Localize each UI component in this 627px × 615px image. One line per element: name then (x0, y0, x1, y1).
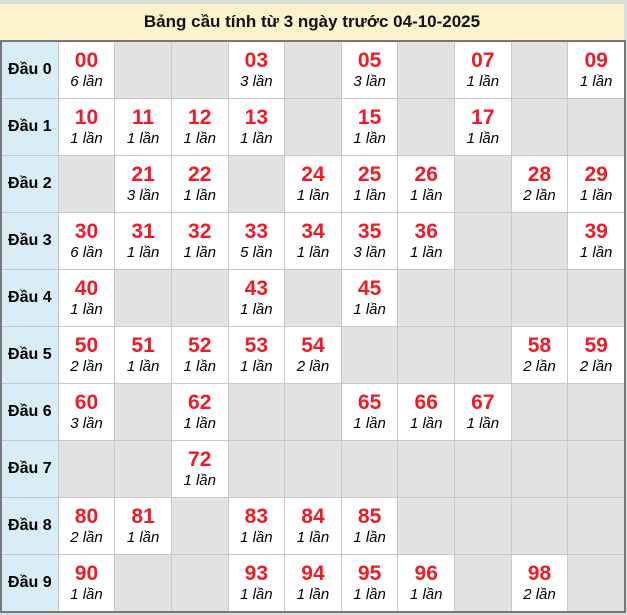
number-cell-53 (228, 327, 285, 384)
table-row (1, 441, 625, 498)
empty-cell (171, 498, 228, 555)
cell-number: 03 (244, 48, 268, 72)
number-cell-83 (228, 498, 285, 555)
cell-count: 1 lần (70, 129, 103, 147)
table-body (1, 41, 625, 612)
number-cell-65 (341, 384, 398, 441)
cell-count: 1 lần (240, 585, 273, 603)
cell-count: 1 lần (126, 528, 160, 546)
empty-cell (455, 270, 512, 327)
table-row (1, 213, 625, 270)
cell-number: 05 (357, 48, 382, 72)
cell-number: 24 (301, 162, 325, 186)
number-cell-72 (171, 441, 228, 498)
table-row (1, 99, 625, 156)
cell-count: 2 lần (523, 585, 556, 603)
number-cell-07 (455, 41, 512, 99)
empty-cell (115, 555, 172, 613)
row-header-dau-7: Đầu 7 (1, 441, 58, 498)
empty-cell (285, 99, 342, 156)
empty-cell (398, 498, 455, 555)
number-cell-60 (58, 384, 115, 441)
cell-number: 65 (357, 390, 382, 414)
empty-cell (341, 441, 398, 498)
number-cell-13 (228, 99, 285, 156)
empty-cell (455, 213, 512, 270)
number-cell-40 (58, 270, 115, 327)
empty-cell (171, 270, 228, 327)
cell-number: 34 (301, 219, 325, 243)
empty-cell (398, 270, 455, 327)
cell-count: 1 lần (409, 186, 443, 204)
empty-cell (58, 156, 115, 213)
empty-cell (285, 384, 342, 441)
cell-number: 72 (188, 447, 212, 471)
cell-count: 1 lần (183, 357, 216, 375)
number-cell-29 (568, 156, 625, 213)
empty-cell (511, 498, 568, 555)
cell-number: 60 (74, 390, 99, 414)
cell-number: 50 (74, 333, 99, 357)
empty-cell (115, 441, 172, 498)
row-header-dau-8: Đầu 8 (1, 498, 58, 555)
cell-count: 1 lần (466, 414, 500, 432)
row-header-dau-4: Đầu 4 (1, 270, 58, 327)
empty-cell (568, 441, 625, 498)
cell-count: 1 lần (183, 186, 216, 204)
cell-number: 52 (188, 333, 212, 357)
cell-number: 07 (471, 48, 495, 72)
cell-count: 1 lần (353, 528, 386, 546)
number-cell-80 (58, 498, 115, 555)
cell-count: 1 lần (70, 300, 103, 318)
empty-cell (341, 327, 398, 384)
empty-cell (455, 327, 512, 384)
empty-cell (115, 384, 172, 441)
empty-cell (398, 41, 455, 99)
cell-number: 32 (188, 219, 212, 243)
cell-number: 33 (244, 219, 268, 243)
number-cell-30 (58, 213, 115, 270)
cell-number: 00 (74, 48, 99, 72)
empty-cell (568, 99, 625, 156)
cell-number: 30 (74, 219, 99, 243)
cell-count: 1 lần (183, 243, 216, 261)
number-cell-36 (398, 213, 455, 270)
number-cell-25 (341, 156, 398, 213)
number-cell-58 (511, 327, 568, 384)
cell-count: 1 lần (579, 72, 613, 90)
number-cell-00 (58, 41, 115, 99)
empty-cell (511, 384, 568, 441)
number-cell-54 (285, 327, 342, 384)
cell-count: 3 lần (70, 414, 103, 432)
number-cell-35 (341, 213, 398, 270)
table-row (1, 327, 625, 384)
number-cell-28 (511, 156, 568, 213)
empty-cell (228, 384, 285, 441)
row-header-dau-6: Đầu 6 (1, 384, 58, 441)
empty-cell (511, 270, 568, 327)
cell-count: 1 lần (126, 129, 160, 147)
empty-cell (568, 555, 625, 613)
cell-number: 51 (131, 333, 155, 357)
cell-number: 53 (244, 333, 268, 357)
cell-count: 1 lần (353, 186, 386, 204)
cell-count: 1 lần (466, 129, 500, 147)
empty-cell (285, 270, 342, 327)
number-cell-90 (58, 555, 115, 613)
number-cell-94 (285, 555, 342, 613)
cell-number: 66 (414, 390, 438, 414)
table-title: Bảng cầu tính từ 3 ngày trước 04-10-2025 (0, 4, 624, 40)
table-row (1, 270, 625, 327)
empty-cell (171, 555, 228, 613)
empty-cell (568, 498, 625, 555)
cell-number: 15 (357, 105, 382, 129)
cell-count: 1 lần (240, 300, 273, 318)
row-header-dau-1: Đầu 1 (1, 99, 58, 156)
cell-number: 29 (584, 162, 608, 186)
cell-count: 2 lần (579, 357, 613, 375)
number-cell-31 (115, 213, 172, 270)
empty-cell (58, 441, 115, 498)
lottery-frequency-table (0, 40, 626, 613)
number-cell-33 (228, 213, 285, 270)
cell-count: 1 lần (296, 585, 330, 603)
row-header-dau-9: Đầu 9 (1, 555, 58, 613)
number-cell-43 (228, 270, 285, 327)
number-cell-05 (341, 41, 398, 99)
number-cell-22 (171, 156, 228, 213)
cell-number: 81 (131, 504, 155, 528)
cell-count: 1 lần (466, 72, 500, 90)
cell-number: 26 (414, 162, 438, 186)
number-cell-67 (455, 384, 512, 441)
cell-number: 28 (527, 162, 552, 186)
empty-cell (115, 270, 172, 327)
cell-number: 25 (357, 162, 382, 186)
cell-number: 95 (357, 561, 382, 585)
cell-count: 5 lần (240, 243, 273, 261)
row-header-dau-0: Đầu 0 (1, 41, 58, 99)
cell-number: 35 (357, 219, 382, 243)
number-cell-98 (511, 555, 568, 613)
number-cell-52 (171, 327, 228, 384)
cell-number: 67 (471, 390, 495, 414)
table-row (1, 41, 625, 99)
cell-count: 1 lần (353, 585, 386, 603)
cell-number: 58 (527, 333, 552, 357)
cell-count: 1 lần (409, 243, 443, 261)
table-row (1, 384, 625, 441)
empty-cell (285, 41, 342, 99)
cell-count: 1 lần (240, 528, 273, 546)
cell-count: 1 lần (183, 471, 216, 489)
number-cell-95 (341, 555, 398, 613)
cell-count: 3 lần (353, 72, 386, 90)
cell-number: 40 (74, 276, 99, 300)
cell-count: 2 lần (70, 357, 103, 375)
cell-count: 1 lần (296, 243, 330, 261)
number-cell-93 (228, 555, 285, 613)
number-cell-17 (455, 99, 512, 156)
empty-cell (398, 99, 455, 156)
cell-number: 59 (584, 333, 608, 357)
empty-cell (568, 270, 625, 327)
empty-cell (228, 441, 285, 498)
cell-count: 1 lần (240, 357, 273, 375)
number-cell-34 (285, 213, 342, 270)
empty-cell (511, 441, 568, 498)
cell-count: 3 lần (126, 186, 160, 204)
empty-cell (511, 41, 568, 99)
cell-count: 1 lần (353, 300, 386, 318)
cell-number: 39 (584, 219, 608, 243)
number-cell-85 (341, 498, 398, 555)
empty-cell (455, 498, 512, 555)
number-cell-12 (171, 99, 228, 156)
cell-number: 62 (188, 390, 212, 414)
cell-number: 84 (301, 504, 325, 528)
cell-number: 17 (471, 105, 495, 129)
cell-count: 1 lần (296, 528, 330, 546)
cell-number: 83 (244, 504, 268, 528)
cell-number: 93 (244, 561, 268, 585)
number-cell-51 (115, 327, 172, 384)
number-cell-59 (568, 327, 625, 384)
cell-number: 22 (188, 162, 212, 186)
cell-number: 10 (74, 105, 99, 129)
number-cell-21 (115, 156, 172, 213)
number-cell-32 (171, 213, 228, 270)
cell-count: 1 lần (579, 186, 613, 204)
cell-count: 6 lần (70, 243, 103, 261)
cell-count: 1 lần (296, 186, 330, 204)
cell-number: 43 (244, 276, 268, 300)
cell-count: 1 lần (409, 585, 443, 603)
number-cell-26 (398, 156, 455, 213)
cell-number: 94 (301, 561, 325, 585)
cell-count: 2 lần (70, 528, 103, 546)
number-cell-39 (568, 213, 625, 270)
number-cell-24 (285, 156, 342, 213)
table-row (1, 555, 625, 613)
empty-cell (455, 441, 512, 498)
cell-count: 1 lần (240, 129, 273, 147)
empty-cell (228, 156, 285, 213)
cell-count: 2 lần (523, 186, 556, 204)
cell-count: 1 lần (409, 414, 443, 432)
cell-number: 36 (414, 219, 438, 243)
cell-count: 1 lần (183, 129, 216, 147)
cell-number: 11 (131, 105, 155, 129)
cell-number: 45 (357, 276, 382, 300)
number-cell-45 (341, 270, 398, 327)
table-row (1, 156, 625, 213)
number-cell-09 (568, 41, 625, 99)
table-row (1, 498, 625, 555)
number-cell-11 (115, 99, 172, 156)
empty-cell (171, 41, 228, 99)
number-cell-03 (228, 41, 285, 99)
empty-cell (455, 156, 512, 213)
cell-number: 96 (414, 561, 438, 585)
cell-count: 1 lần (126, 357, 160, 375)
cell-count: 2 lần (296, 357, 330, 375)
cell-number: 54 (301, 333, 325, 357)
number-cell-62 (171, 384, 228, 441)
cell-number: 21 (131, 162, 155, 186)
empty-cell (568, 384, 625, 441)
row-header-dau-2: Đầu 2 (1, 156, 58, 213)
cell-count: 6 lần (70, 72, 103, 90)
row-header-dau-3: Đầu 3 (1, 213, 58, 270)
cell-count: 1 lần (183, 414, 216, 432)
number-cell-66 (398, 384, 455, 441)
empty-cell (398, 327, 455, 384)
cell-number: 13 (244, 105, 268, 129)
cell-count: 2 lần (523, 357, 556, 375)
number-cell-96 (398, 555, 455, 613)
cell-number: 90 (74, 561, 99, 585)
cell-count: 1 lần (70, 585, 103, 603)
cell-count: 1 lần (126, 243, 160, 261)
cell-number: 80 (74, 504, 99, 528)
cell-count: 1 lần (579, 243, 613, 261)
cell-count: 3 lần (353, 243, 386, 261)
cell-number: 98 (527, 561, 552, 585)
number-cell-84 (285, 498, 342, 555)
empty-cell (398, 441, 455, 498)
cell-count: 3 lần (240, 72, 273, 90)
cell-count: 1 lần (353, 129, 386, 147)
number-cell-50 (58, 327, 115, 384)
number-cell-15 (341, 99, 398, 156)
row-header-dau-5: Đầu 5 (1, 327, 58, 384)
number-cell-10 (58, 99, 115, 156)
empty-cell (285, 441, 342, 498)
empty-cell (455, 555, 512, 613)
cell-number: 31 (131, 219, 155, 243)
cell-number: 12 (188, 105, 212, 129)
empty-cell (511, 99, 568, 156)
empty-cell (511, 213, 568, 270)
cell-number: 85 (357, 504, 382, 528)
cell-number: 09 (584, 48, 608, 72)
empty-cell (115, 41, 172, 99)
cell-count: 1 lần (353, 414, 386, 432)
number-cell-81 (115, 498, 172, 555)
